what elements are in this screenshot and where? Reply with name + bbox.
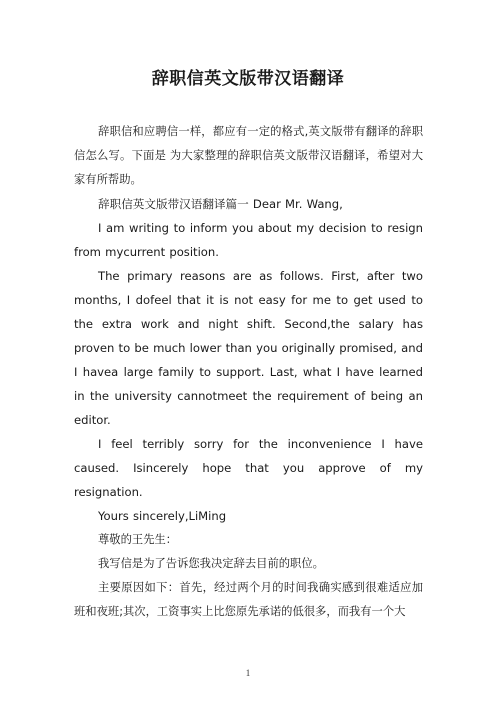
letter-paragraph-apology: I feel terribly sorry for the inconvenience I have caused. Isincerely hope that you approve of my resignation.: [74, 437, 423, 499]
translation-paragraph-reasons: 主要原因如下：首先，经过两个月的时间我确实感到很难适应加班和夜班;其次，工资事实上比您原先承诺的低很多，而我有一个大: [74, 581, 423, 618]
page-number: 1: [245, 668, 251, 678]
intro-paragraph: 辞职信和应聘信一样，都应有一定的格式,英文版带有翻译的辞职信怎么写。下面是 为大家整理的辞职信英文版带汉语翻译，希望对大家有所帮助。: [74, 125, 423, 186]
translation-salutation: 尊敬的王先生：: [98, 533, 178, 546]
letter-paragraph-opening: I am writing to inform you about my decision to resign from mycurrent position.: [74, 221, 423, 259]
document-title: 辞职信英文版带汉语翻译: [151, 69, 345, 89]
letter-signature: Yours sincerely,LiMing: [98, 509, 227, 523]
letter-heading-paragraph: 辞职信英文版带汉语翻译篇一 Dear Mr. Wang,: [98, 197, 343, 211]
translation-paragraph-opening: 我写信是为了告诉您我决定辞去目前的职位。: [98, 557, 324, 570]
letter-paragraph-reasons: The primary reasons are as follows. First, after two months, I dofeel that it is not easy for me to get used to the extra work and night shift. Second,the salary has proven to be much lower than you originally promised, and I havea large family to support. Last, what I have learned in the university cannotmeet the requirement of being an editor.: [74, 269, 423, 427]
document-body: [74, 120, 423, 624]
